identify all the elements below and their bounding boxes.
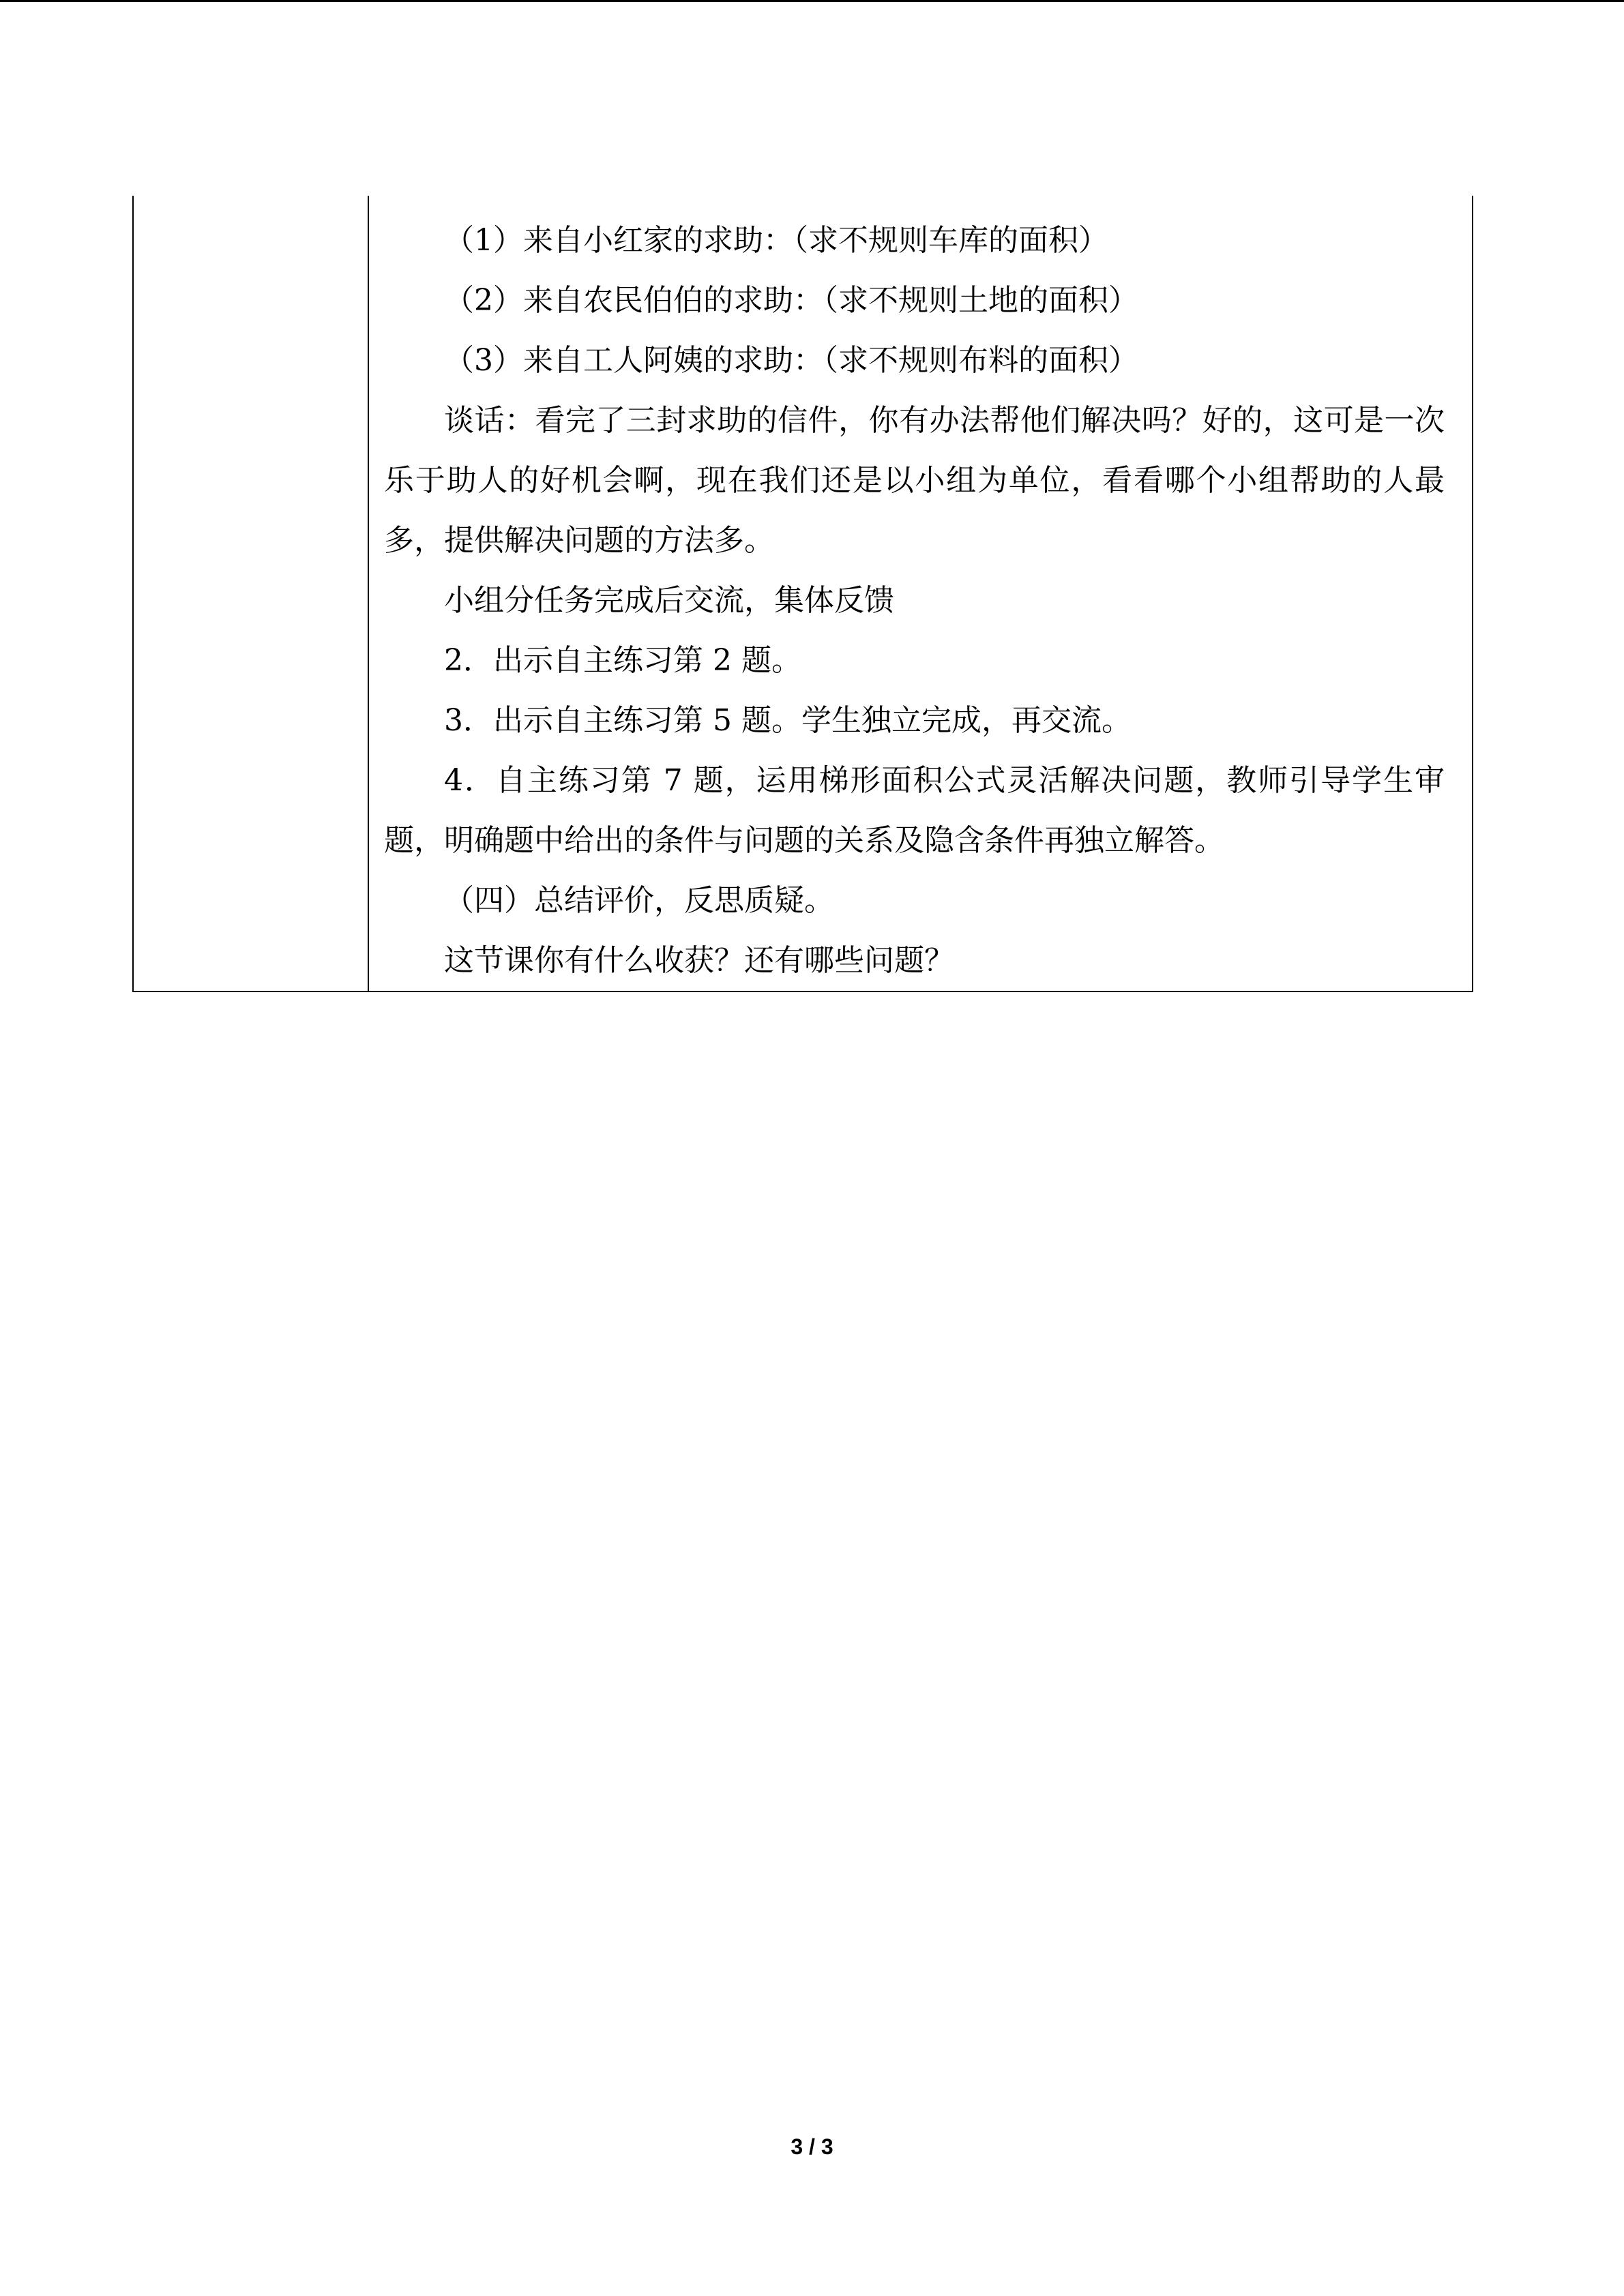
page-top-border xyxy=(0,0,1624,2)
paragraph-discussion: 谈话：看完了三封求助的信件，你有办法帮他们解决吗？好的，这可是一次乐于助人的好机会啊，现在我们还是以小组为单位，看看哪个小组帮助的人最多，提供解决问题的方法多。 xyxy=(384,403,1445,558)
page-number: 3 / 3 xyxy=(791,2134,833,2159)
paragraph-help-request-2: （2）来自农民伯伯的求助：（求不规则土地的面积） xyxy=(444,283,1138,318)
table-cell-content xyxy=(368,196,1473,992)
table-row xyxy=(133,196,1473,992)
paragraph-exercise-2: 2．出示自主练习第 2 题。 xyxy=(444,643,801,678)
paragraph-summary-heading: （四）总结评价，反思质疑。 xyxy=(444,883,834,918)
paragraph-exercise-7: 4．自主练习第 7 题，运用梯形面积公式灵活解决问题，教师引导学生审题，明确题中给出的条件与问题的关系及隐含条件再独立解答。 xyxy=(384,763,1445,858)
lesson-plan-table xyxy=(132,196,1473,992)
lesson-content xyxy=(369,196,1472,991)
table-cell-label xyxy=(133,196,368,992)
paragraph-group-feedback: 小组分任务完成后交流，集体反馈 xyxy=(444,583,894,618)
paragraph-help-request-1: （1）来自小红家的求助：（求不规则车库的面积） xyxy=(444,223,1108,258)
paragraph-exercise-5: 3．出示自主练习第 5 题。学生独立完成，再交流。 xyxy=(444,703,1132,738)
paragraph-reflection-question: 这节课你有什么收获？还有哪些问题？ xyxy=(444,943,954,978)
paragraph-help-request-3: （3）来自工人阿姨的求助：（求不规则布料的面积） xyxy=(444,343,1138,378)
